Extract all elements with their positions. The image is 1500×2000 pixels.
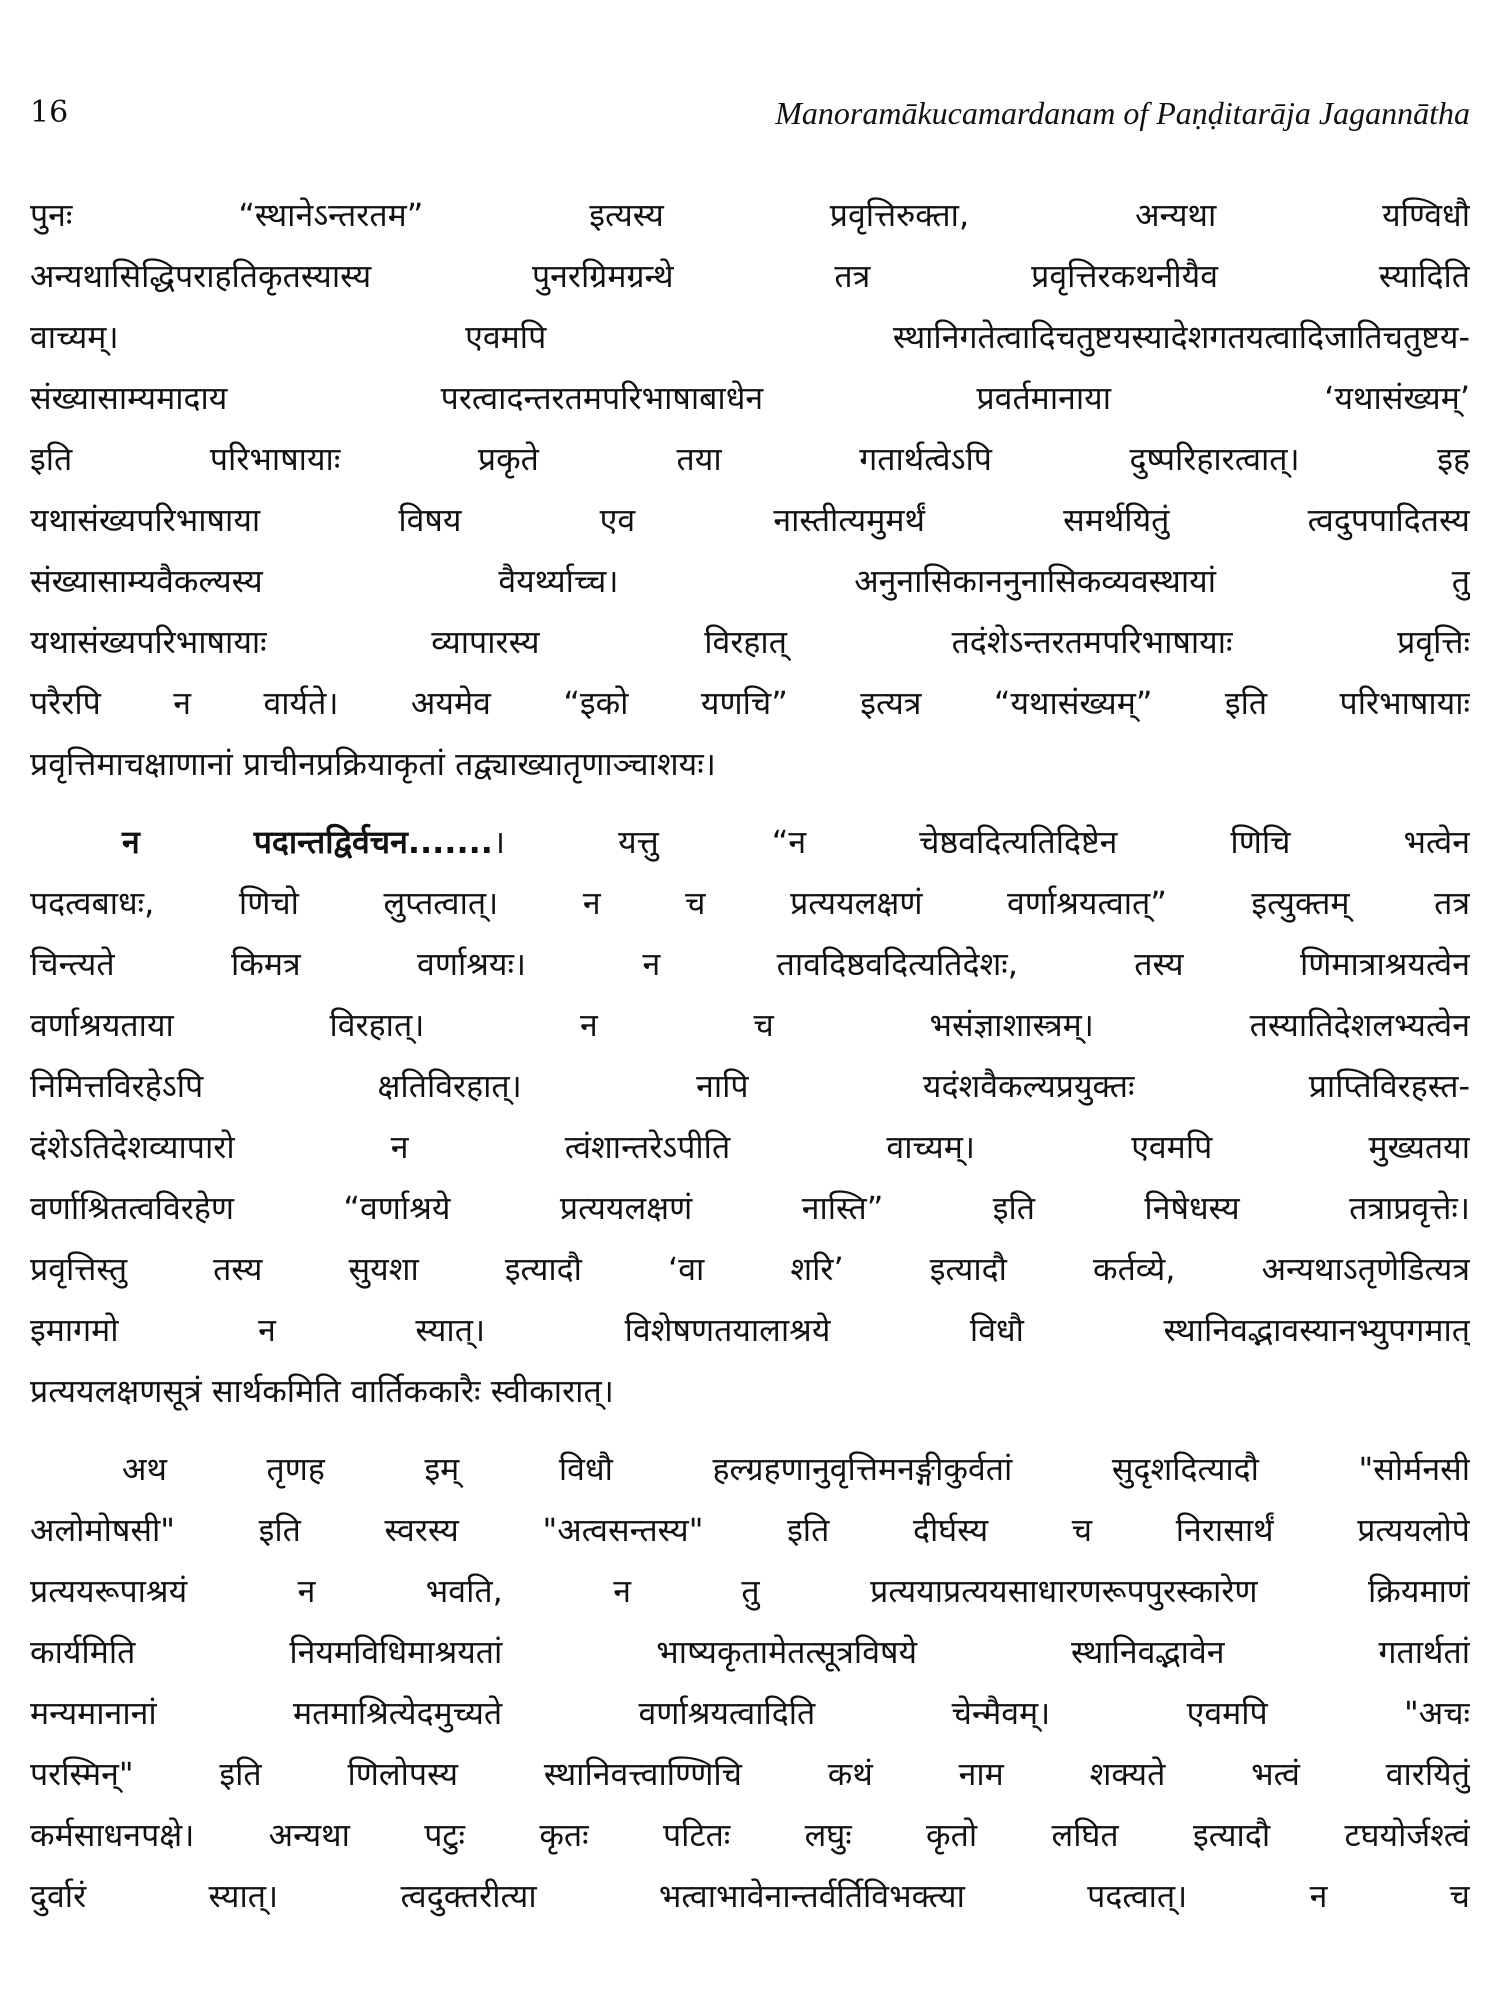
text-line: यथासंख्यपरिभाषाया विषय एव नास्तीत्यमुमर्थं समर्थयितुं त्वदुपपादितस्य <box>30 501 1470 539</box>
text-line: संख्यासाम्यमादाय परत्वादन्तरतमपरिभाषाबाधेन प्रवर्तमानाया ‘यथासंख्यम्’ <box>30 379 1470 417</box>
text-line: अन्यथासिद्धिपराहतिकृतस्यास्य पुनरग्रिमग्रन्थे तत्र प्रवृत्तिरकथनीयैव स्यादिति <box>30 257 1470 295</box>
text-line: कार्यमिति नियमविधिमाश्रयतां भाष्यकृतामेतत्सूत्रविषये स्थानिवद्भावेन गतार्थतां <box>30 1633 1470 1671</box>
paragraph-1 <box>30 185 1470 795</box>
text-line: कर्मसाधनपक्षे। अन्यथा पटुः कृतः पटितः लघुः कृतो लघित इत्यादौ टघयोर्जश्त्वं <box>30 1816 1470 1854</box>
running-title: Manoramākucamardanam of Paṇḍitarāja Jagannātha <box>775 95 1470 131</box>
text-line: चिन्त्यते किमत्र वर्णाश्रयः। न तावदिष्ठवदित्यतिदेशः, तस्य णिमात्राश्रयत्वेन <box>30 945 1470 983</box>
text-line: वाच्यम्। एवमपि स्थानिगतेत्वादिचतुष्टयस्यादेशगतयत्वादिजातिचतुष्टय- <box>30 318 1470 356</box>
text-line: प्रत्ययरूपाश्रयं न भवति, न तु प्रत्ययाप्रत्ययसाधारणरूपपुरस्कारेण क्रियमाणं <box>30 1572 1470 1610</box>
text-line: निमित्तविरहेऽपि क्षतिविरहात्। नापि यदंशवैकल्यप्रयुक्तः प्राप्तिविरहस्त- <box>30 1067 1470 1105</box>
text-line: पदत्वबाधः, णिचो लुप्तत्वात्। न च प्रत्ययलक्षणं वर्णाश्रयत्वात्” इत्युक्तम् तत्र <box>30 884 1470 922</box>
text-line: प्रत्ययलक्षणसूत्रं सार्थकमिति वार्तिककारैः स्वीकारात्। <box>30 1372 614 1410</box>
page-header <box>30 95 1470 145</box>
text-line: अथ तृणह इम् विधौ हल्ग्रहणानुवृत्तिमनङ्गीकुर्वतां सुदृशदित्यादौ "सोर्मनसी <box>122 1450 1470 1488</box>
page-number: 16 <box>30 95 69 130</box>
paragraph-3 <box>30 1439 1470 1927</box>
text-line: प्रवृत्तिमाचक्षाणानां प्राचीनप्रक्रियाकृतां तद्व्याख्यातृणाञ्चाशयः। <box>30 745 716 783</box>
text-line: संख्यासाम्यवैकल्यस्य वैयर्थ्याच्च। अनुनासिकाननुनासिकव्यवस्थायां तु <box>30 562 1470 600</box>
text-line: इति परिभाषायाः प्रकृते तया गतार्थत्वेऽपि दुष्परिहारत्वात्। इह <box>30 440 1470 478</box>
text-line: वर्णाश्रितत्वविरहेण “वर्णाश्रये प्रत्ययलक्षणं नास्ति” इति निषेधस्य तत्राप्रवृत्तेः। <box>30 1189 1470 1227</box>
body-text <box>30 185 1470 1927</box>
section-lead: न पदान्तद्विर्वचन....... <box>122 823 493 861</box>
text-line: इमागमो न स्यात्। विशेषणतयालाश्रये विधौ स्थानिवद्भावस्यानभ्युपगमात् <box>30 1311 1470 1349</box>
paragraph-2 <box>30 812 1470 1422</box>
text-line: अलोमोषसी" इति स्वरस्य "अत्वसन्तस्य" इति दीर्घस्य च निरासार्थं प्रत्ययलोपे <box>30 1511 1470 1549</box>
text-line: दुर्वारं स्यात्। त्वदुक्तरीत्या भत्वाभावेनान्तर्वर्तिविभक्त्या पदत्वात्। न च <box>30 1877 1470 1915</box>
text-line: परैरपि न वार्यते। अयमेव “इको यणचि” इत्यत्र “यथासंख्यम्” इति परिभाषायाः <box>30 684 1470 722</box>
text-line-rest: । यत्तु “न चेष्ठवदित्यतिदिष्टेन णिचि भत्वेन <box>492 823 1470 861</box>
text-line: परस्मिन्" इति णिलोपस्य स्थानिवत्त्वाण्णिचि कथं नाम शक्यते भत्वं वारयितुं <box>30 1755 1470 1793</box>
text-line <box>30 812 1470 873</box>
text-line: वर्णाश्रयताया विरहात्। न च भसंज्ञाशास्त्रम्। तस्यातिदेशलभ्यत्वेन <box>30 1006 1470 1044</box>
text-line: पुनः “स्थानेऽन्तरतम” इत्यस्य प्रवृत्तिरुक्ता, अन्यथा यण्विधौ <box>30 196 1470 234</box>
text-line: यथासंख्यपरिभाषायाः व्यापारस्य विरहात् तदंशेऽन्तरतमपरिभाषायाः प्रवृत्तिः <box>30 623 1470 661</box>
text-line: दंशेऽतिदेशव्यापारो न त्वंशान्तरेऽपीति वाच्यम्। एवमपि मुख्यतया <box>30 1128 1470 1166</box>
text-line: प्रवृत्तिस्तु तस्य सुयशा इत्यादौ ‘वा शरि’ इत्यादौ कर्तव्ये, अन्यथाऽतृणेडित्यत्र <box>30 1250 1470 1288</box>
text-line: मन्यमानानां मतमाश्रित्येदमुच्यते वर्णाश्रयत्वादिति चेन्मैवम्। एवमपि "अचः <box>30 1694 1470 1732</box>
